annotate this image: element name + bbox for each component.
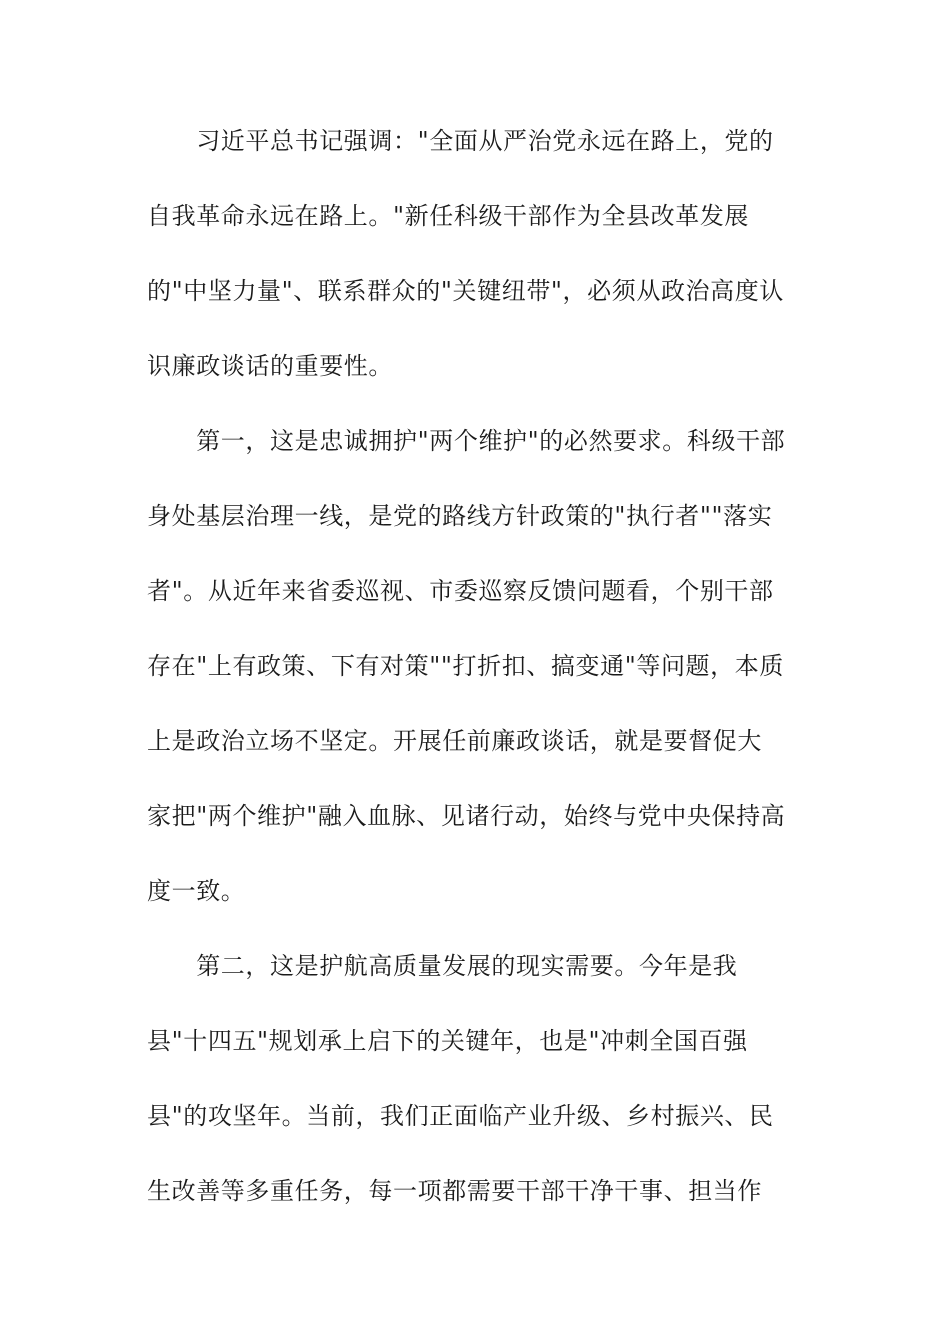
text-line: 上是政治立场不坚定。开展任前廉政谈话，就是要督促大	[147, 727, 762, 755]
text-line: 识廉政谈话的重要性。	[147, 352, 393, 380]
text-line: 自我革命永远在路上。"新任科级干部作为全县改革发展	[147, 202, 750, 230]
text-line: 县"的攻坚年。当前，我们正面临产业升级、乡村振兴、民	[147, 1102, 774, 1130]
text-line: 的"中坚力量"、联系群众的"关键纽带"，必须从政治高度认	[147, 277, 784, 305]
text-line: 县"十四五"规划承上启下的关键年，也是"冲刺全国百强	[147, 1027, 748, 1055]
text-line: 者"。从近年来省委巡视、市委巡察反馈问题看，个别干部	[147, 577, 774, 605]
text-line: 家把"两个维护"融入血脉、见诸行动，始终与党中央保持高	[147, 802, 786, 830]
text-line: 度一致。	[147, 877, 246, 905]
text-line: 身处基层治理一线，是党的路线方针政策的"执行者""落实	[147, 502, 773, 530]
text-line: 习近平总书记强调："全面从严治党永远在路上，党的	[147, 127, 774, 155]
text-line: 第一，这是忠诚拥护"两个维护"的必然要求。科级干部	[147, 427, 786, 455]
text-line: 生改善等多重任务，每一项都需要干部干净干事、担当作	[147, 1177, 762, 1205]
text-line: 第二，这是护航高质量发展的现实需要。今年是我	[147, 952, 738, 980]
text-line: 存在"上有政策、下有对策""打折扣、搞变通"等问题，本质	[147, 652, 784, 680]
